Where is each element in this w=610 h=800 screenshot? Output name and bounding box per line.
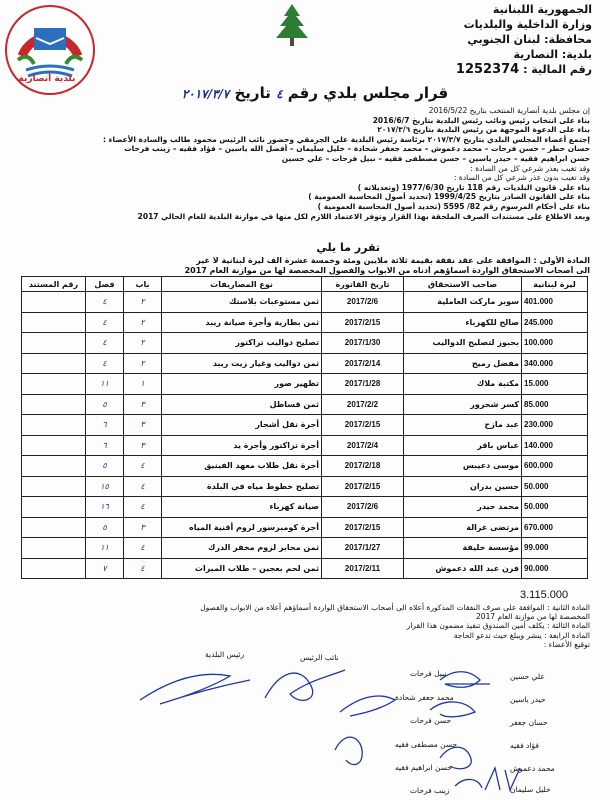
decision-date: ٢٠١٧/٣/٧ <box>181 87 230 101</box>
table-row: 50.000 حسين بدران 2017/2/15 تصليح خطوط مياه في البلدة ٤ ١٥ <box>22 476 588 497</box>
member-name: حسن فرحات <box>410 716 452 725</box>
decision-number: ٤ <box>276 87 283 101</box>
table-total: 3.115.000 <box>520 589 569 601</box>
signatures-area <box>0 640 610 800</box>
vice-president-signature <box>265 670 345 700</box>
table-row: 15.000 مكتبة ملاك 2017/1/28 تظهير صور ١ ١١ <box>22 374 588 395</box>
member-name: فؤاد فقيه <box>510 741 539 750</box>
table-row: 100.000 بحبوز لتصليح الدواليب 2017/1/30 تصليح دواليب تراكتور ٢ ٤ <box>22 333 588 354</box>
republic-line: الجمهورية اللبنانية <box>492 3 592 16</box>
cedar-emblem-icon <box>270 2 314 50</box>
table-row: 90.000 فرن عبد الله دعموش 2017/2/11 ثمن لحم بعجين – طلاب المبرات ٤ ٧ <box>22 558 588 579</box>
col-doc-no: رقم المستند <box>22 277 86 292</box>
member-signature <box>440 672 490 688</box>
member-signature <box>440 747 471 769</box>
member-name: حسن ابراهيم فقيه <box>395 763 453 772</box>
table-row: 50.000 محمد حيدر 2017/2/6 صيانة كهرباء ٤ ١٦ <box>22 497 588 518</box>
member-name: حيدر ياسين <box>510 695 546 704</box>
expenses-table <box>21 276 588 579</box>
member-signature <box>455 779 482 788</box>
member-name: حسان جعفر <box>510 718 548 727</box>
col-invoice-date: تاريخ الفاتورة <box>322 277 404 292</box>
governorate-line: محافظة: لبنان الجنوبي <box>467 33 592 46</box>
member-name: زينب فرحات <box>410 786 450 795</box>
col-expense-type: نوع المصاريفات <box>162 277 322 292</box>
president-signature <box>140 674 250 704</box>
table-row: 99.000 مؤسسة خليفة 2017/1/27 ثمن محابر لزوم مخفر الدرك ٤ ١١ <box>22 538 588 559</box>
member-signature <box>335 737 362 764</box>
logo-text: بلدية أنصارية <box>18 74 76 84</box>
article-one: المادة الأولى : الموافقة على عقد نفقة بقيمة ثلاثة ملايين ومئة وخمسة عشرة الف ليرة لبنانية لا غير الى أصحاب الاستحقاق الواردة أسماؤهم أدناه من الابواب والفصول المخصصة لها من موازنة العام 2017 <box>184 256 590 275</box>
fiscal-number: رقم المالية : 1252374 <box>455 62 592 77</box>
vice-president-label: نائب الرئيس <box>300 653 339 662</box>
president-label: رئيس البلدية <box>205 650 245 659</box>
table-row: 85.000 كسر شحرور 2017/2/2 ثمن قساطل ٣ ٥ <box>22 394 588 415</box>
member-name: علي حسين <box>510 672 545 681</box>
member-name: محمد دعموش <box>510 764 555 773</box>
decision-title: قرار مجلس بلدي رقم ٤ تاريخ ٢٠١٧/٣/٧ <box>181 84 449 102</box>
member-name: محمد جعفر شحادة <box>395 693 454 702</box>
ministry-line: وزارة الداخلية والبلديات <box>463 18 592 31</box>
member-name: حسن مصطفى فقيه <box>395 740 458 749</box>
decide-heading: تقرر ما يلي <box>316 241 380 254</box>
member-name: نبيل فرحات <box>410 669 447 678</box>
municipality-line: بلدية: النصارية <box>513 48 592 61</box>
table-row: 670.000 مرتضى غزالة 2017/2/15 أجرة كومبرسور لزوم أقنية المياه ٣ ٥ <box>22 517 588 538</box>
preamble: إن مجلس بلدية أنصارية المنتخب بتاريخ 2016/5/22 بناء على انتخاب رئيس ونائب رئيس البلدية بتاريخ 2016/6/7 بناء على الدعوة الموجهة من رئيس البلدية بتاريخ ٢٠١٧/٣/٦ إجتمع أعضاء المجلس البلدي بتاريخ ٢٠١٧/٣/٧ برئاسة رئيس البلدية علي الجرمقي وحضور نائب الرئيس محمود طالب والسادة الأعضاء : حسان حطر – حسن فرحات – محمد دعموش – محمد جعفر شحادة – خليل سليمان – أفضل الله ياسين – فؤاد فقيه – زينب فرحات حسن ابراهيم فقيه – حيدر ياسين – حسن مصطفى فقيه – نبيل فرحات – علي حسين وقد تغيب بعذر شرعي كل من السادة : وقد تغيب بدون عذر شرعي كل من السادة : بناء على قانون البلديات رقم 118 تاريخ 1977/6/30 (وتعديلاته ) بناء على القانون الصادر بتاريخ 1999/4/25 (تحديد أصول المحاسبة العمومية ) بناء على أحكام المرسوم رقم 82/ 5595 (تحديد أصول المحاسبة العمومية ) وبعد الاطلاع على مستندات الصرف الملحقة بهذا القرار وتوفر الاعتماد اللازم لكل منها في موازنة البلدية للعام الحالي 2017 <box>103 106 590 221</box>
table-row: 401.000 سوبر ماركت العاملية 2017/2/6 ثمن مستوعبات بلاستك ٢ ٤ <box>22 292 588 313</box>
table-row: 140.000 عباس باقر 2017/2/4 أجرة تراكتور وأجرة يد ٣ ٦ <box>22 435 588 456</box>
member-signature <box>485 768 520 790</box>
table-row: 600.000 موسى دعيبس 2017/2/18 أجرة نقل طلاب معهد الفينيق ٤ ٥ <box>22 456 588 477</box>
member-signature <box>340 696 395 716</box>
table-row: 230.000 عبد مازح 2017/2/15 أجرة نقل أشجار ٣ ٦ <box>22 415 588 436</box>
col-beneficiary: صاحب الاستحقاق <box>404 277 522 292</box>
table-row: 340.000 مفضل رميح 2017/2/14 ثمن دواليب وغيار زيت ريبد ٢ ٤ <box>22 353 588 374</box>
col-chapter: باب <box>124 277 162 292</box>
member-signature <box>430 702 475 717</box>
letterhead <box>422 2 592 77</box>
table-row: 245.000 صالح للكهرباء 2017/2/15 ثمن بطارية وأجرة صيانة ريبد ٢ ٤ <box>22 312 588 333</box>
col-amount: ليرة لبنانية <box>522 277 588 292</box>
closing-articles: المادة الثانية : الموافقة على صرف النفقات المذكورة أعلاه الى أصحاب الاستحقاق الواردة أسماؤهم أعلاه من الابواب والفصول المخصصة لها من موازنة العام 2017 المادة الثالثة : يكلف أمين الصندوق تنفيذ مضمون هذا القرار المادة الرابعة : ينشر ويبلغ حيث تدعو الحاجة توقيع الأعضاء : <box>200 603 590 649</box>
col-section: فصل <box>86 277 124 292</box>
member-name: خليل سليمان <box>510 785 551 794</box>
table-header-row <box>22 277 588 292</box>
